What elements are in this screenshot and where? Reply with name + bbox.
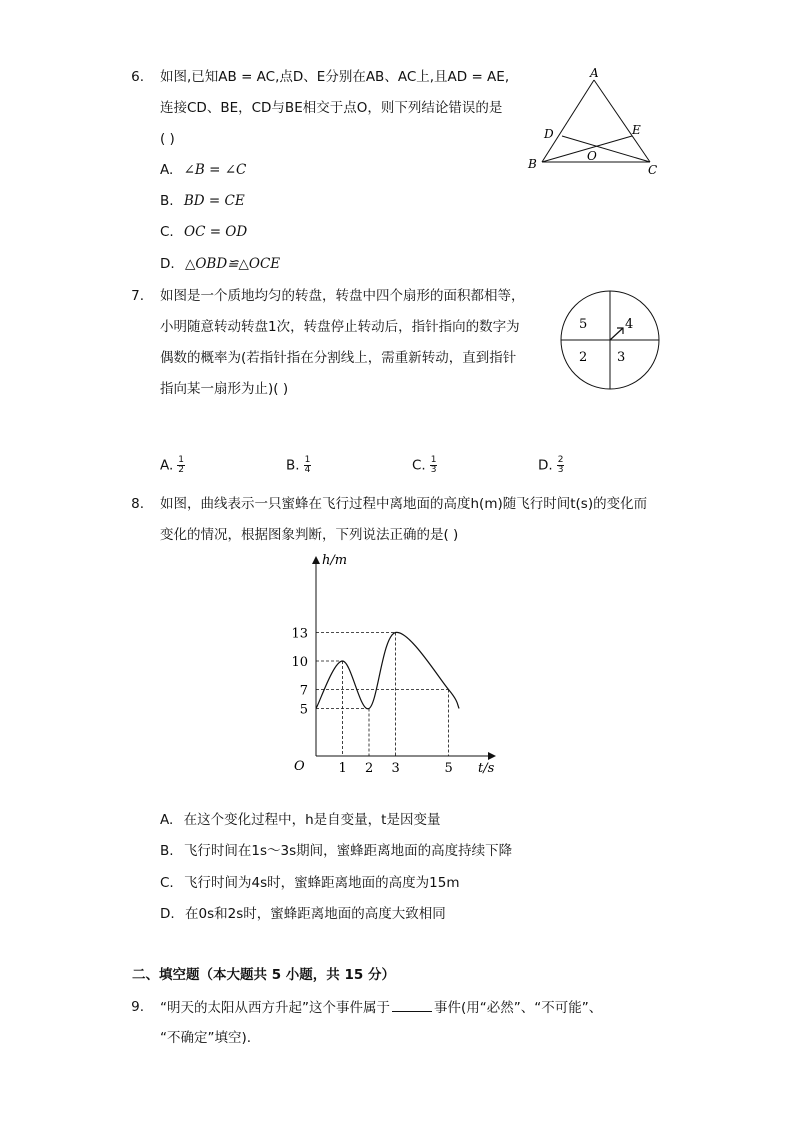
- q6-line-1: 如图,已知AB = AC,点D、E分别在AB、AC上,且AD = AE,: [160, 69, 510, 85]
- q7-option-d[interactable]: [538, 456, 564, 475]
- side-ac: [594, 80, 650, 162]
- label-a: A: [590, 66, 599, 80]
- q8-option-d[interactable]: [160, 905, 446, 923]
- label-b: B: [528, 157, 537, 171]
- q6-triangle-figure: [520, 64, 670, 182]
- q9-line-2: “不确定”填空).: [160, 1030, 252, 1046]
- q6-option-a[interactable]: [160, 161, 246, 179]
- option-text: ∠B = ∠C: [183, 162, 247, 178]
- q7-option-c[interactable]: [412, 456, 437, 475]
- option-letter: A.: [160, 162, 174, 178]
- q9-number: 9.: [131, 999, 144, 1015]
- option-fraction: $\frac{1}{4}$: [304, 455, 311, 475]
- x-axis-arrow-icon: [488, 752, 496, 760]
- option-text: 飞行时间在1s～3s期间，蜜蜂距离地面的高度持续下降: [183, 843, 513, 859]
- y-axis-arrow-icon: [312, 556, 320, 564]
- q9-text-after-blank: 事件(用“必然”、“不可能”、: [434, 1000, 603, 1016]
- section-title-fill-blank: 二、填空题（本大题共 5 小题，共 15 分）: [132, 967, 395, 983]
- option-text: 在这个变化过程中，h是自变量，t是因变量: [183, 812, 441, 828]
- option-letter: D.: [160, 906, 175, 922]
- y-tick-label: 10: [291, 655, 308, 670]
- option-letter: C.: [160, 875, 174, 891]
- q6-option-d[interactable]: [160, 255, 280, 273]
- y-tick-label: 7: [299, 683, 308, 699]
- q7-number: 7.: [131, 288, 144, 304]
- q9-text-before-blank: “明天的太阳从西方升起”这个事件属于: [160, 1000, 390, 1016]
- q7-spinner-figure: [557, 287, 663, 393]
- y-axis-label: h/m: [322, 553, 348, 568]
- x-axis-label: t/s: [478, 761, 495, 776]
- q7-line-2: 小明随意转动转盘1次，转盘停止转动后，指针指向的数字为: [160, 319, 520, 335]
- q6-number: 6.: [131, 69, 144, 85]
- spinner-number-top-left: 5: [579, 317, 588, 332]
- q8-line-2: 变化的情况，根据图象判断，下列说法正确的是( ): [160, 527, 459, 543]
- option-letter: C.: [412, 457, 426, 474]
- label-d: D: [544, 127, 554, 141]
- q7-option-a[interactable]: [160, 456, 185, 475]
- option-letter: C.: [160, 224, 174, 240]
- x-tick-label: 3: [391, 761, 400, 776]
- label-c: C: [648, 163, 658, 177]
- option-text: 飞行时间为4s时，蜜蜂距离地面的高度为15m: [184, 875, 460, 891]
- q6-option-b[interactable]: [160, 192, 245, 210]
- option-letter: D.: [160, 256, 175, 272]
- q7-line-1: 如图是一个质地均匀的转盘，转盘中四个扇形的面积都相等，: [160, 288, 525, 304]
- option-fraction: $\frac{2}{3}$: [557, 455, 564, 475]
- q9-line-1: [160, 998, 602, 1017]
- option-fraction: $\frac{1}{2}$: [178, 455, 185, 475]
- height-curve: [316, 632, 459, 708]
- x-tick-label: 2: [365, 761, 374, 776]
- spinner-number-top-right: 4: [625, 317, 634, 332]
- option-letter: A.: [160, 812, 174, 828]
- option-letter: B.: [160, 843, 174, 859]
- option-text: OC = OD: [184, 224, 248, 240]
- q6-option-c[interactable]: [160, 223, 247, 241]
- option-letter: B.: [286, 457, 300, 474]
- q9-answer-blank[interactable]: [392, 998, 432, 1012]
- y-tick-label: 5: [299, 702, 308, 718]
- q8-option-c[interactable]: [160, 874, 459, 892]
- q8-option-b[interactable]: [160, 842, 512, 860]
- option-letter: B.: [160, 193, 174, 209]
- option-text: 在0s和2s时，蜜蜂距离地面的高度大致相同: [184, 906, 446, 922]
- q8-number: 8.: [131, 496, 144, 512]
- q8-option-a[interactable]: [160, 811, 440, 829]
- spinner-pointer: [610, 328, 623, 340]
- option-letter: A.: [160, 457, 174, 474]
- spinner-number-bottom-right: 3: [617, 350, 626, 365]
- q6-line-3: ( ): [160, 131, 175, 147]
- q7-option-b[interactable]: [286, 456, 311, 475]
- q8-height-time-chart: [280, 546, 520, 786]
- option-text: △OBD≌△OCE: [184, 256, 281, 272]
- option-fraction: $\frac{1}{3}$: [430, 455, 437, 475]
- origin-label: O: [294, 759, 305, 774]
- q6-line-2: 连接CD、BE，CD与BE相交于点O，则下列结论错误的是: [160, 100, 503, 116]
- label-e: E: [632, 123, 641, 137]
- q7-line-4: 指向某一扇形为止)( ): [160, 381, 289, 397]
- q7-line-3: 偶数的概率为(若指针指在分割线上，需重新转动，直到指针: [160, 350, 517, 366]
- segment-cd: [562, 136, 650, 162]
- x-tick-label: 1: [338, 761, 347, 776]
- y-tick-label: 13: [291, 626, 308, 642]
- q8-line-1: 如图，曲线表示一只蜜蜂在飞行过程中离地面的高度h(m)随飞行时间t(s)的变化而: [160, 496, 648, 512]
- label-o: O: [587, 149, 597, 163]
- option-text: BD = CE: [183, 193, 245, 209]
- option-letter: D.: [538, 457, 553, 474]
- x-tick-label: 5: [444, 761, 453, 776]
- spinner-number-bottom-left: 2: [579, 350, 588, 365]
